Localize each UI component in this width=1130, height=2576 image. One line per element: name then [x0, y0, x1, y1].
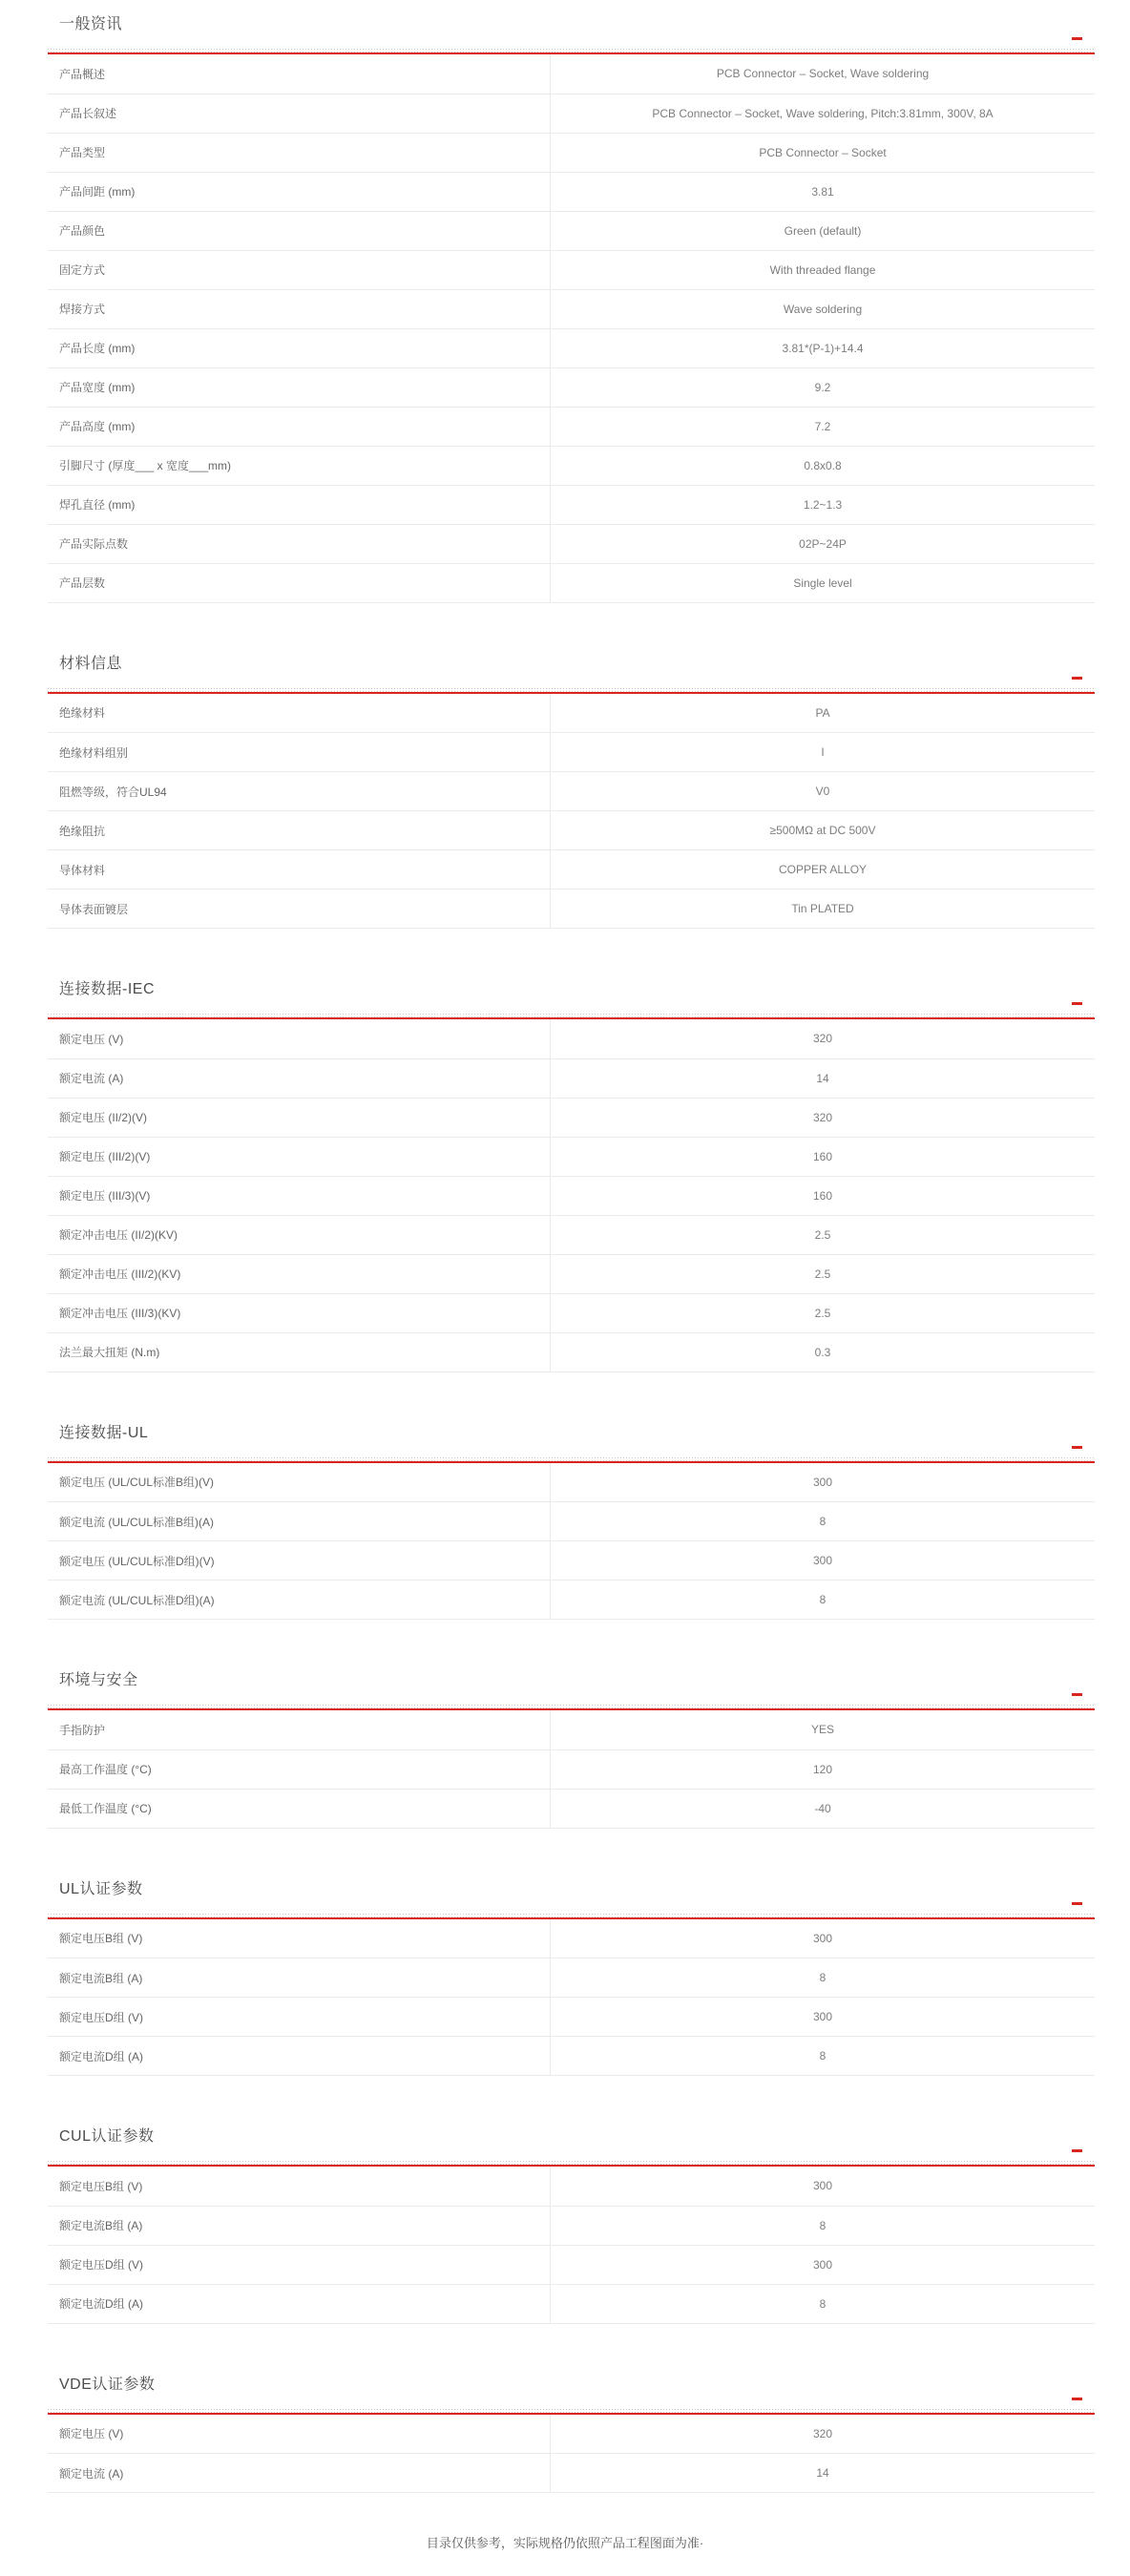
table-row — [48, 850, 1095, 890]
spec-section — [48, 15, 1095, 603]
row-label: 额定电压 (III/2)(V) — [48, 1137, 551, 1176]
spec-table — [48, 54, 1095, 603]
collapse-minus-icon[interactable] — [1072, 2149, 1082, 2152]
table-row — [48, 1919, 1095, 1958]
section-title: VDE认证参数 — [59, 2376, 156, 2393]
row-label: 手指防护 — [48, 1710, 551, 1749]
row-value: 300 — [551, 1919, 1095, 1958]
row-label: 产品实际点数 — [48, 524, 551, 563]
table-row — [48, 2284, 1095, 2323]
collapse-minus-icon[interactable] — [1072, 2398, 1082, 2400]
row-label: 最低工作温度 (°C) — [48, 1789, 551, 1828]
table-row — [48, 407, 1095, 446]
spec-section — [48, 2127, 1095, 2324]
row-label: 产品间距 (mm) — [48, 172, 551, 211]
row-value: PA — [551, 694, 1095, 733]
section-title: 环境与安全 — [59, 1672, 138, 1688]
table-row — [48, 1581, 1095, 1620]
spec-section — [48, 1424, 1095, 1621]
row-label: 额定电流D组 (A) — [48, 2284, 551, 2323]
row-label: 额定电压D组 (V) — [48, 1998, 551, 2037]
row-label: 导体表面镀层 — [48, 890, 551, 929]
row-label: 产品层数 — [48, 563, 551, 602]
row-value: 320 — [551, 2415, 1095, 2454]
row-label: 最高工作温度 (°C) — [48, 1749, 551, 1789]
row-value: 320 — [551, 1019, 1095, 1058]
section-header — [48, 980, 1095, 1014]
row-value: 8 — [551, 1502, 1095, 1541]
row-label: 产品长度 (mm) — [48, 328, 551, 367]
spec-section — [48, 655, 1095, 930]
row-value: 2.5 — [551, 1254, 1095, 1293]
row-label: 绝缘阻抗 — [48, 811, 551, 850]
row-label: 额定电压 (V) — [48, 1019, 551, 1058]
row-label: 额定冲击电压 (III/2)(KV) — [48, 1254, 551, 1293]
row-value: 300 — [551, 2167, 1095, 2206]
row-value: I — [551, 733, 1095, 772]
row-value: COPPER ALLOY — [551, 850, 1095, 890]
section-header — [48, 2376, 1095, 2409]
row-value: 02P~24P — [551, 524, 1095, 563]
row-label: 额定电压D组 (V) — [48, 2245, 551, 2284]
section-header — [48, 15, 1095, 49]
table-row — [48, 1749, 1095, 1789]
table-row — [48, 733, 1095, 772]
row-label: 阻燃等级，符合UL94 — [48, 772, 551, 811]
row-value: PCB Connector – Socket, Wave soldering — [551, 54, 1095, 94]
table-row — [48, 524, 1095, 563]
table-row — [48, 2167, 1095, 2206]
table-row — [48, 1998, 1095, 2037]
section-title: 连接数据-IEC — [59, 981, 156, 997]
row-label: 产品颜色 — [48, 211, 551, 250]
row-value: Single level — [551, 563, 1095, 602]
row-value: 300 — [551, 2245, 1095, 2284]
row-label: 额定电流B组 (A) — [48, 2206, 551, 2245]
row-value: 0.8x0.8 — [551, 446, 1095, 485]
row-label: 额定电压 (V) — [48, 2415, 551, 2454]
table-row — [48, 772, 1095, 811]
table-row — [48, 133, 1095, 172]
table-row — [48, 1293, 1095, 1332]
row-value: 9.2 — [551, 367, 1095, 407]
table-row — [48, 1058, 1095, 1098]
row-label: 导体材料 — [48, 850, 551, 890]
table-row — [48, 1098, 1095, 1137]
spec-table — [48, 1463, 1095, 1621]
row-label: 额定电压 (UL/CUL标准B组)(V) — [48, 1463, 551, 1502]
row-value: 8 — [551, 2037, 1095, 2076]
spec-table — [48, 1919, 1095, 2077]
spec-table — [48, 2415, 1095, 2494]
table-row — [48, 1019, 1095, 1058]
spec-table — [48, 1019, 1095, 1372]
collapse-minus-icon[interactable] — [1072, 677, 1082, 680]
spec-section — [48, 2376, 1095, 2494]
table-row — [48, 1502, 1095, 1541]
row-value: 160 — [551, 1137, 1095, 1176]
row-value: Tin PLATED — [551, 890, 1095, 929]
row-label: 焊接方式 — [48, 289, 551, 328]
row-value: 8 — [551, 1581, 1095, 1620]
table-row — [48, 1541, 1095, 1581]
spec-sections-container — [48, 15, 1095, 2493]
row-label: 产品概述 — [48, 54, 551, 94]
section-header — [48, 1424, 1095, 1457]
row-label: 产品宽度 (mm) — [48, 367, 551, 407]
spec-section — [48, 980, 1095, 1372]
footer-disclaimer: 目录仅供参考，实际规格仍依照产品工程图面为准· — [426, 2536, 704, 2550]
section-header — [48, 655, 1095, 688]
table-row — [48, 328, 1095, 367]
row-label: 额定电压B组 (V) — [48, 1919, 551, 1958]
table-row — [48, 2206, 1095, 2245]
row-label: 绝缘材料 — [48, 694, 551, 733]
row-label: 额定电压 (III/3)(V) — [48, 1176, 551, 1215]
section-header — [48, 2127, 1095, 2161]
row-label: 额定电压 (UL/CUL标准D组)(V) — [48, 1541, 551, 1581]
spec-table — [48, 2167, 1095, 2324]
table-row — [48, 485, 1095, 524]
table-row — [48, 2454, 1095, 2493]
collapse-minus-icon[interactable] — [1072, 1446, 1082, 1449]
collapse-minus-icon[interactable] — [1072, 1902, 1082, 1905]
table-row — [48, 289, 1095, 328]
row-value: 8 — [551, 1958, 1095, 1998]
row-label: 额定电压 (II/2)(V) — [48, 1098, 551, 1137]
row-value: 8 — [551, 2284, 1095, 2323]
row-label: 额定电流 (UL/CUL标准B组)(A) — [48, 1502, 551, 1541]
row-label: 额定电流B组 (A) — [48, 1958, 551, 1998]
row-label: 额定冲击电压 (II/2)(KV) — [48, 1215, 551, 1254]
table-row — [48, 446, 1095, 485]
section-title: CUL认证参数 — [59, 2128, 155, 2145]
spec-section — [48, 1671, 1095, 1829]
table-row — [48, 250, 1095, 289]
table-row — [48, 1215, 1095, 1254]
row-value: 0.3 — [551, 1332, 1095, 1372]
row-value: 2.5 — [551, 1215, 1095, 1254]
row-value: ≥500MΩ at DC 500V — [551, 811, 1095, 850]
table-row — [48, 1332, 1095, 1372]
row-value: Green (default) — [551, 211, 1095, 250]
row-label: 产品类型 — [48, 133, 551, 172]
row-value: 320 — [551, 1098, 1095, 1137]
section-header — [48, 1880, 1095, 1914]
row-value: 3.81 — [551, 172, 1095, 211]
table-row — [48, 2415, 1095, 2454]
row-value: 1.2~1.3 — [551, 485, 1095, 524]
table-row — [48, 1789, 1095, 1828]
table-row — [48, 694, 1095, 733]
spec-table — [48, 694, 1095, 930]
row-label: 额定电流 (A) — [48, 2454, 551, 2493]
table-row — [48, 94, 1095, 133]
table-row — [48, 1958, 1095, 1998]
row-label: 额定电压B组 (V) — [48, 2167, 551, 2206]
row-value: 8 — [551, 2206, 1095, 2245]
table-row — [48, 54, 1095, 94]
spec-content — [48, 0, 1095, 2493]
table-row — [48, 563, 1095, 602]
section-title: 连接数据-UL — [59, 1424, 149, 1441]
row-label: 焊孔直径 (mm) — [48, 485, 551, 524]
row-value: 14 — [551, 1058, 1095, 1098]
row-value: Wave soldering — [551, 289, 1095, 328]
collapse-minus-icon[interactable] — [1072, 37, 1082, 40]
row-label: 额定电流D组 (A) — [48, 2037, 551, 2076]
row-label: 绝缘材料组别 — [48, 733, 551, 772]
table-row — [48, 172, 1095, 211]
row-value: 14 — [551, 2454, 1095, 2493]
table-row — [48, 1176, 1095, 1215]
section-header — [48, 1671, 1095, 1705]
row-label: 额定电流 (A) — [48, 1058, 551, 1098]
row-value: 300 — [551, 1541, 1095, 1581]
row-value: V0 — [551, 772, 1095, 811]
row-value: PCB Connector – Socket — [551, 133, 1095, 172]
row-label: 法兰最大扭矩 (N.m) — [48, 1332, 551, 1372]
row-value: 160 — [551, 1176, 1095, 1215]
table-row — [48, 890, 1095, 929]
table-row — [48, 1463, 1095, 1502]
collapse-minus-icon[interactable] — [1072, 1002, 1082, 1005]
section-title: 一般资讯 — [59, 16, 123, 32]
row-value: PCB Connector – Socket, Wave soldering, Pitch:3.81mm, 300V, 8A — [551, 94, 1095, 133]
table-row — [48, 211, 1095, 250]
row-label: 固定方式 — [48, 250, 551, 289]
row-value: 300 — [551, 1463, 1095, 1502]
table-row — [48, 2245, 1095, 2284]
table-row — [48, 367, 1095, 407]
spec-section — [48, 1880, 1095, 2077]
table-row — [48, 1137, 1095, 1176]
row-label: 产品高度 (mm) — [48, 407, 551, 446]
table-row — [48, 1254, 1095, 1293]
table-row — [48, 811, 1095, 850]
section-title: UL认证参数 — [59, 1880, 143, 1897]
row-label: 额定电流 (UL/CUL标准D组)(A) — [48, 1581, 551, 1620]
row-value: With threaded flange — [551, 250, 1095, 289]
row-value: 2.5 — [551, 1293, 1095, 1332]
row-value: 7.2 — [551, 407, 1095, 446]
table-row — [48, 2037, 1095, 2076]
section-title: 材料信息 — [59, 655, 123, 672]
table-row — [48, 1710, 1095, 1749]
spec-table — [48, 1710, 1095, 1829]
row-value: 300 — [551, 1998, 1095, 2037]
row-value: -40 — [551, 1789, 1095, 1828]
row-value: 3.81*(P-1)+14.4 — [551, 328, 1095, 367]
row-label: 产品长叙述 — [48, 94, 551, 133]
row-value: 120 — [551, 1749, 1095, 1789]
row-label: 引脚尺寸 (厚度___ x 宽度___mm) — [48, 446, 551, 485]
collapse-minus-icon[interactable] — [1072, 1693, 1082, 1696]
row-label: 额定冲击电压 (III/3)(KV) — [48, 1293, 551, 1332]
row-value: YES — [551, 1710, 1095, 1749]
